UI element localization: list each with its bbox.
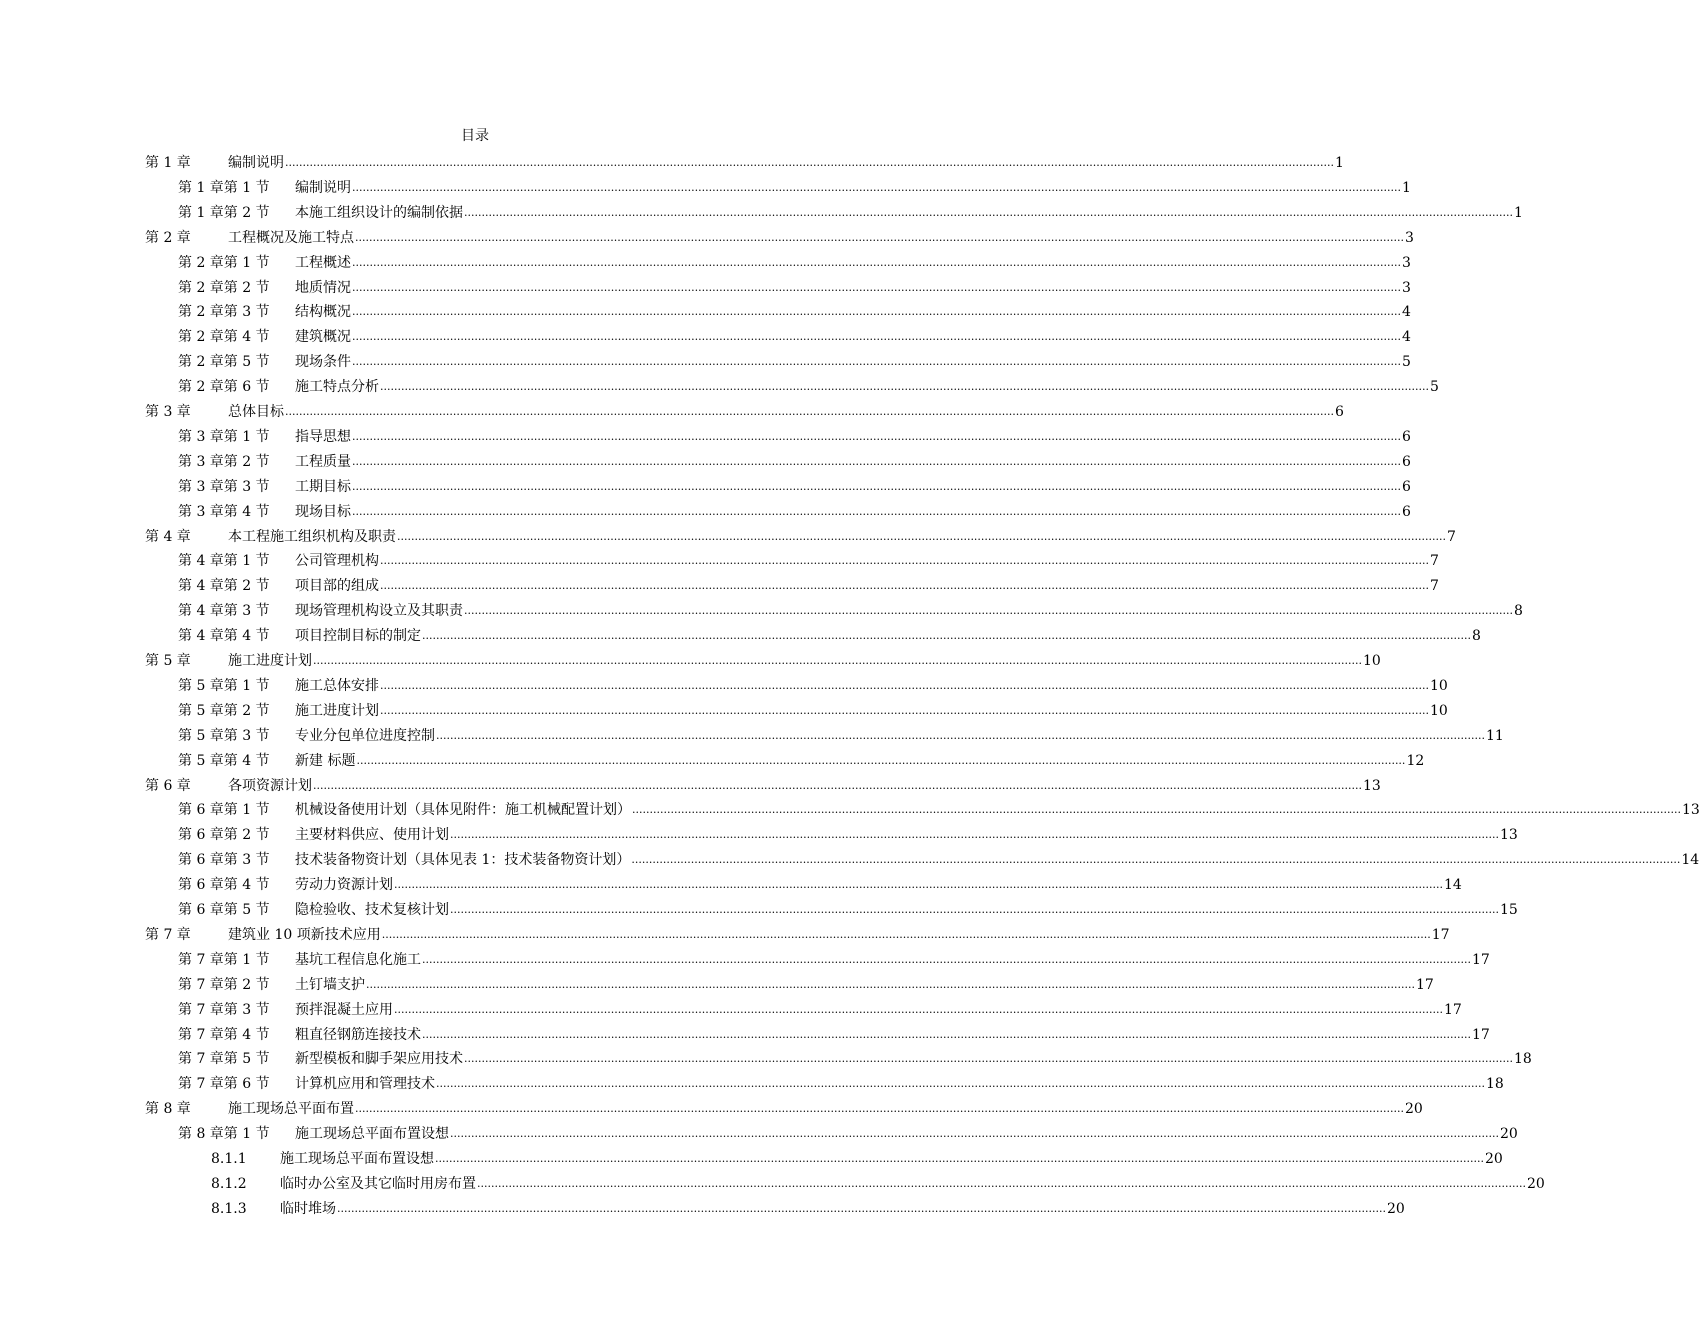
- toc-entry-title: 技术装备物资计划（具体见表 1：技术装备物资计划）: [295, 852, 631, 869]
- toc-dot-leader: ............................................................................................................................................................................................................................................................................................................: [352, 280, 1401, 294]
- toc-entry-title: 结构概况: [295, 304, 351, 321]
- toc-entry-title: 施工进度计划: [228, 653, 312, 669]
- toc-entry-title: 主要材料供应、使用计划: [295, 827, 449, 844]
- toc-entry-page: 5: [1401, 354, 1411, 371]
- toc-entry[interactable]: [178, 673, 1448, 695]
- toc-entry-number: 第 1 章第 2 节: [178, 204, 270, 221]
- toc-entry-title: 土钉墙支护: [295, 976, 365, 993]
- toc-entry-number: 第 7 章第 1 节: [178, 951, 270, 968]
- toc-entry-number: 第 5 章第 3 节: [178, 727, 270, 744]
- toc-entry-number: 第 7 章第 5 节: [178, 1051, 270, 1068]
- toc-entry-page: 18: [1513, 1051, 1532, 1068]
- toc-entry-number: 第 5 章: [145, 653, 191, 669]
- toc-entry-number: 第 6 章第 3 节: [178, 852, 270, 869]
- toc-entry-page: 17: [1471, 1026, 1490, 1043]
- toc-dot-leader: ............................................................................................................................................................................................................................................................................................................: [366, 977, 1415, 991]
- toc-entry-page: 13: [1681, 802, 1700, 819]
- toc-entry[interactable]: [178, 997, 1462, 1019]
- toc-dot-leader: ............................................................................................................................................................................................................................................................................................................: [435, 1152, 1484, 1165]
- toc-entry-title: 工程概况及施工特点: [228, 229, 354, 246]
- toc-entry-title: 各项资源计划: [228, 777, 312, 794]
- toc-entry-number: 8.1.3: [211, 1200, 247, 1217]
- toc-entry-page: 17: [1415, 976, 1434, 993]
- toc-entry-page: 12: [1406, 752, 1425, 769]
- toc-dot-leader: ............................................................................................................................................................................................................................................................................................................: [450, 903, 1499, 916]
- toc-entry[interactable]: [145, 225, 1414, 247]
- toc-entry[interactable]: [178, 200, 1523, 222]
- toc-entry-number: 第 7 章第 2 节: [178, 976, 270, 993]
- toc-entry-number: 第 6 章第 2 节: [178, 827, 270, 844]
- toc-entry[interactable]: [211, 1146, 1503, 1168]
- toc-entry-title: 编制说明: [295, 179, 351, 196]
- toc-entry[interactable]: [145, 648, 1381, 670]
- toc-entry[interactable]: [178, 374, 1439, 396]
- toc-dot-leader: ............................................................................................................................................................................................................................................................................................................: [422, 629, 1471, 643]
- toc-entry-title: 预拌混凝土应用: [295, 1001, 393, 1018]
- toc-entry-page: 1: [1401, 179, 1411, 196]
- toc-entry[interactable]: [178, 1022, 1490, 1044]
- toc-entry-title: 机械设备使用计划（具体见附件：施工机械配置计划）: [295, 802, 631, 819]
- toc-dot-leader: ............................................................................................................................................................................................................................................................................................................: [355, 1102, 1404, 1116]
- toc-entry-number: 第 5 章第 1 节: [178, 677, 270, 694]
- toc-entry-title: 施工进度计划: [295, 702, 379, 719]
- toc-entry-number: 第 1 章第 1 节: [178, 179, 270, 196]
- toc-entry-number: 8.1.2: [211, 1175, 247, 1192]
- toc-entry[interactable]: [145, 399, 1344, 421]
- toc-entry[interactable]: [178, 698, 1448, 720]
- toc-entry-title: 现场目标: [295, 503, 351, 520]
- toc-entry-page: 18: [1485, 1076, 1504, 1093]
- toc-dot-leader: ............................................................................................................................................................................................................................................................................................................: [355, 230, 1404, 244]
- toc-entry-number: 8.1.1: [211, 1151, 247, 1167]
- toc-entry[interactable]: [145, 1096, 1423, 1118]
- toc-entry-number: 第 7 章第 4 节: [178, 1026, 270, 1043]
- toc-entry-number: 第 4 章第 2 节: [178, 578, 270, 595]
- toc-entry-title: 项目控制目标的制定: [295, 628, 421, 645]
- toc-dot-leader: ............................................................................................................................................................................................................................................................................................................: [285, 405, 1334, 418]
- toc-entry-title: 指导思想: [295, 428, 351, 445]
- toc-entry-number: 第 4 章第 1 节: [178, 553, 270, 570]
- toc-entry-page: 11: [1485, 727, 1504, 744]
- toc-entry-title: 编制说明: [228, 155, 284, 171]
- toc-entry-page: 20: [1499, 1126, 1518, 1143]
- toc-entry-page: 10: [1429, 702, 1448, 719]
- toc-entry-page: 8: [1513, 603, 1523, 620]
- toc-entry-page: 17: [1471, 951, 1490, 968]
- toc-entry-number: 第 6 章第 1 节: [178, 802, 270, 819]
- toc-entry-page: 13: [1499, 827, 1518, 844]
- toc-entry[interactable]: [178, 324, 1411, 346]
- toc-entry[interactable]: [178, 275, 1411, 297]
- toc-entry[interactable]: [178, 598, 1523, 620]
- toc-entry-page: 10: [1362, 653, 1381, 669]
- toc-dot-leader: ............................................................................................................................................................................................................................................................................................................: [380, 678, 1429, 692]
- toc-entry-title: 项目部的组成: [295, 578, 379, 595]
- toc-entry-title: 工期目标: [295, 478, 351, 495]
- toc-entry-page: 6: [1401, 503, 1411, 520]
- toc-entry-page: 3: [1404, 229, 1414, 246]
- toc-title: 目录: [461, 128, 489, 144]
- toc-entry-page: 6: [1401, 478, 1411, 495]
- toc-dot-leader: ............................................................................................................................................................................................................................................................................................................: [380, 380, 1429, 394]
- toc-entry-page: 7: [1429, 578, 1439, 595]
- toc-entry[interactable]: [178, 548, 1439, 570]
- toc-entry[interactable]: [178, 349, 1411, 371]
- toc-entry-page: 1: [1513, 204, 1523, 221]
- toc-entry-number: 第 6 章第 5 节: [178, 902, 270, 918]
- toc-dot-leader: ............................................................................................................................................................................................................................................................................................................: [313, 654, 1362, 667]
- toc-entry-number: 第 6 章: [145, 777, 191, 794]
- toc-entry[interactable]: [178, 449, 1411, 471]
- toc-dot-leader: ............................................................................................................................................................................................................................................................................................................: [436, 1077, 1485, 1091]
- toc-entry[interactable]: [178, 1121, 1518, 1143]
- toc-entry-title: 劳动力资源计划: [295, 877, 393, 894]
- toc-dot-leader: ............................................................................................................................................................................................................................................................................................................: [436, 728, 1485, 742]
- toc-entry-page: 20: [1526, 1175, 1545, 1192]
- toc-entry-title: 新建 标题: [295, 752, 356, 769]
- toc-entry-page: 7: [1446, 528, 1456, 545]
- toc-entry[interactable]: [178, 499, 1411, 521]
- toc-entry-title: 基坑工程信息化施工: [295, 951, 421, 968]
- toc-entry-number: 第 4 章: [145, 528, 191, 545]
- toc-entry-title: 施工现场总平面布置设想: [295, 1126, 449, 1143]
- toc-entry-page: 10: [1429, 677, 1448, 694]
- toc-dot-leader: ............................................................................................................................................................................................................................................................................................................: [450, 1127, 1499, 1141]
- toc-entry-title: 隐检验收、技术复核计划: [295, 902, 449, 918]
- toc-entry[interactable]: [211, 1171, 1545, 1193]
- toc-dot-leader: ............................................................................................................................................................................................................................................................................................................: [464, 604, 1513, 618]
- toc-dot-leader: ............................................................................................................................................................................................................................................................................................................: [352, 479, 1401, 493]
- toc-dot-leader: ............................................................................................................................................................................................................................................................................................................: [352, 355, 1401, 369]
- toc-entry[interactable]: [178, 797, 1700, 819]
- toc-entry-title: 地质情况: [295, 279, 351, 296]
- toc-entry-number: 第 3 章第 4 节: [178, 503, 270, 520]
- toc-entry-page: 5: [1429, 379, 1439, 396]
- toc-entry-number: 第 7 章第 3 节: [178, 1001, 270, 1018]
- toc-entry[interactable]: [178, 573, 1439, 595]
- toc-entry-page: 3: [1401, 279, 1411, 296]
- toc-entry[interactable]: [178, 1046, 1532, 1068]
- toc-entry-page: 20: [1386, 1200, 1405, 1217]
- toc-entry-title: 公司管理机构: [295, 553, 379, 570]
- toc-entry-title: 总体目标: [228, 404, 284, 420]
- toc-dot-leader: ............................................................................................................................................................................................................................................................................................................: [337, 1201, 1386, 1215]
- toc-entry-page: 1: [1334, 155, 1344, 171]
- toc-entry-number: 第 3 章第 2 节: [178, 453, 270, 470]
- toc-entry-title: 施工特点分析: [295, 379, 379, 396]
- toc-entry-number: 第 2 章第 5 节: [178, 354, 270, 371]
- toc-entry[interactable]: [145, 150, 1344, 172]
- toc-entry-number: 第 3 章第 1 节: [178, 428, 270, 445]
- toc-entry[interactable]: [178, 822, 1518, 844]
- toc-dot-leader: ............................................................................................................................................................................................................................................................................................................: [422, 952, 1471, 966]
- toc-entry-page: 14: [1443, 877, 1462, 894]
- toc-dot-leader: ............................................................................................................................................................................................................................................................................................................: [356, 753, 1406, 767]
- toc-entry-number: 第 2 章第 6 节: [178, 379, 270, 396]
- toc-entry-page: 20: [1404, 1101, 1423, 1118]
- toc-entry-number: 第 1 章: [145, 155, 191, 171]
- toc-entry-number: 第 5 章第 4 节: [178, 752, 270, 769]
- toc-entry[interactable]: [178, 424, 1411, 446]
- toc-entry-title: 粗直径钢筋连接技术: [295, 1026, 421, 1043]
- toc-entry[interactable]: [178, 947, 1490, 969]
- toc-entry-number: 第 3 章第 3 节: [178, 478, 270, 495]
- toc-dot-leader: ............................................................................................................................................................................................................................................................................................................: [380, 703, 1429, 717]
- toc-entry-title: 计算机应用和管理技术: [295, 1076, 435, 1093]
- toc-entry-title: 施工总体安排: [295, 677, 379, 694]
- toc-dot-leader: ............................................................................................................................................................................................................................................................................................................: [352, 429, 1401, 443]
- toc-entry[interactable]: [145, 524, 1456, 546]
- toc-entry-page: 4: [1401, 329, 1411, 346]
- toc-entry[interactable]: [178, 897, 1518, 919]
- toc-entry-title: 建筑概况: [295, 329, 351, 346]
- toc-dot-leader: ............................................................................................................................................................................................................................................................................................................: [464, 205, 1513, 219]
- toc-entry-page: 14: [1681, 852, 1700, 869]
- toc-dot-leader: ............................................................................................................................................................................................................................................................................................................: [397, 529, 1446, 543]
- toc-entry-page: 6: [1334, 404, 1344, 420]
- toc-dot-leader: ............................................................................................................................................................................................................................................................................................................: [352, 180, 1401, 194]
- toc-dot-leader: ............................................................................................................................................................................................................................................................................................................: [632, 803, 1681, 817]
- toc-dot-leader: ............................................................................................................................................................................................................................................................................................................: [313, 778, 1362, 792]
- toc-entry[interactable]: [145, 773, 1381, 795]
- toc-entry-page: 4: [1401, 304, 1411, 321]
- toc-entry-page: 7: [1429, 553, 1439, 570]
- toc-entry[interactable]: [178, 723, 1504, 745]
- toc-dot-leader: ............................................................................................................................................................................................................................................................................................................: [631, 853, 1681, 867]
- toc-entry-page: 17: [1431, 926, 1450, 943]
- toc-entry-number: 第 2 章第 3 节: [178, 304, 270, 321]
- toc-entry-title: 临时堆场: [280, 1200, 336, 1217]
- toc-entry-title: 临时办公室及其它临时用房布置: [280, 1175, 476, 1192]
- toc-entry[interactable]: [211, 1196, 1405, 1218]
- toc-entry[interactable]: [178, 1071, 1504, 1093]
- toc-entry-title: 现场管理机构设立及其职责: [295, 603, 463, 620]
- toc-dot-leader: ............................................................................................................................................................................................................................................................................................................: [352, 454, 1401, 468]
- toc-entry-number: 第 2 章: [145, 229, 191, 246]
- toc-entry-title: 施工现场总平面布置设想: [280, 1151, 434, 1167]
- toc-entry-number: 第 8 章第 1 节: [178, 1126, 270, 1143]
- toc-dot-leader: ............................................................................................................................................................................................................................................................................................................: [380, 579, 1429, 593]
- toc-entry-page: 6: [1401, 428, 1411, 445]
- toc-dot-leader: ............................................................................................................................................................................................................................................................................................................: [450, 828, 1499, 842]
- toc-entry-number: 第 2 章第 1 节: [178, 254, 270, 271]
- toc-entry-title: 施工现场总平面布置: [228, 1101, 354, 1118]
- toc-entry[interactable]: [178, 250, 1411, 272]
- toc-entry[interactable]: [145, 922, 1450, 944]
- toc-entry[interactable]: [178, 474, 1411, 496]
- toc-dot-leader: ............................................................................................................................................................................................................................................................................................................: [352, 330, 1401, 344]
- toc-dot-leader: ............................................................................................................................................................................................................................................................................................................: [352, 504, 1401, 518]
- toc-entry-number: 第 3 章: [145, 404, 191, 420]
- toc-dot-leader: ............................................................................................................................................................................................................................................................................................................: [352, 255, 1401, 269]
- toc-entry-page: 20: [1484, 1151, 1503, 1167]
- toc-dot-leader: ............................................................................................................................................................................................................................................................................................................: [394, 1002, 1443, 1016]
- toc-entry-number: 第 6 章第 4 节: [178, 877, 270, 894]
- toc-dot-leader: ............................................................................................................................................................................................................................................................................................................: [477, 1176, 1526, 1190]
- toc-entry[interactable]: [178, 748, 1425, 770]
- toc-entry-page: 8: [1471, 628, 1481, 645]
- toc-entry[interactable]: [178, 299, 1411, 321]
- toc-entry-page: 6: [1401, 453, 1411, 470]
- toc-entry-title: 现场条件: [295, 354, 351, 371]
- toc-entry-title: 新型模板和脚手架应用技术: [295, 1051, 463, 1068]
- toc-entry[interactable]: [178, 175, 1411, 197]
- toc-entry-title: 工程质量: [295, 453, 351, 470]
- toc-dot-leader: ............................................................................................................................................................................................................................................................................................................: [464, 1052, 1513, 1066]
- toc-dot-leader: ............................................................................................................................................................................................................................................................................................................: [380, 554, 1429, 568]
- toc-entry-number: 第 2 章第 2 节: [178, 279, 270, 296]
- toc-entry-title: 建筑业 10 项新技术应用: [228, 926, 381, 943]
- toc-dot-leader: ............................................................................................................................................................................................................................................................................................................: [352, 305, 1401, 319]
- toc-entry-title: 本工程施工组织机构及职责: [228, 528, 396, 545]
- toc-entry[interactable]: [178, 872, 1462, 894]
- toc-entry-title: 专业分包单位进度控制: [295, 727, 435, 744]
- toc-entry-title: 本施工组织设计的编制依据: [295, 204, 463, 221]
- toc-entry-page: 17: [1443, 1001, 1462, 1018]
- toc-entry-page: 3: [1401, 254, 1411, 271]
- toc-dot-leader: ............................................................................................................................................................................................................................................................................................................: [422, 1027, 1471, 1041]
- toc-entry-title: 工程概述: [295, 254, 351, 271]
- toc-entry-number: 第 7 章: [145, 926, 191, 943]
- toc-entry-number: 第 4 章第 3 节: [178, 603, 270, 620]
- toc-dot-leader: ............................................................................................................................................................................................................................................................................................................: [285, 156, 1334, 169]
- toc-entry-number: 第 5 章第 2 节: [178, 702, 270, 719]
- toc-entry-number: 第 4 章第 4 节: [178, 628, 270, 645]
- toc-entry-page: 13: [1362, 777, 1381, 794]
- toc-entry-number: 第 7 章第 6 节: [178, 1076, 270, 1093]
- toc-entry-number: 第 2 章第 4 节: [178, 329, 270, 346]
- toc-entry[interactable]: [178, 972, 1434, 994]
- toc-entry-number: 第 8 章: [145, 1101, 191, 1118]
- toc-entry-page: 15: [1499, 902, 1518, 918]
- toc-dot-leader: ............................................................................................................................................................................................................................................................................................................: [394, 878, 1443, 892]
- toc-dot-leader: ............................................................................................................................................................................................................................................................................................................: [381, 927, 1431, 941]
- toc-entry[interactable]: [178, 847, 1700, 869]
- toc-entry[interactable]: [178, 623, 1481, 645]
